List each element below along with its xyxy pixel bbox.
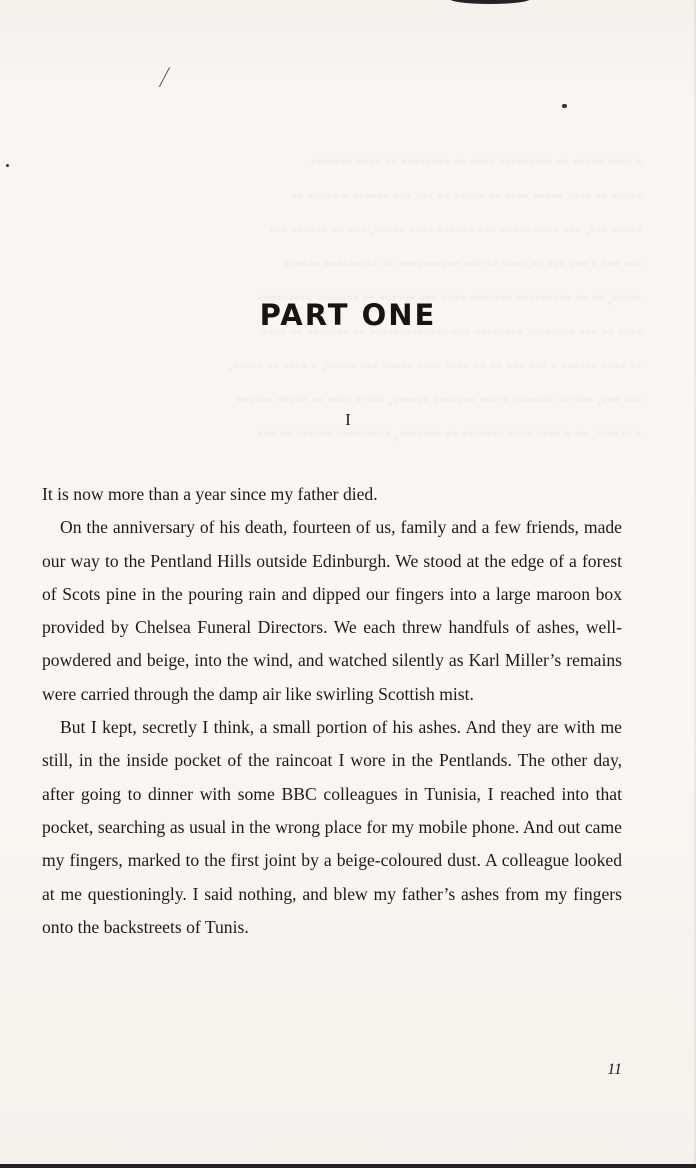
ink-speck xyxy=(562,104,567,108)
show-through-text: ◦ ◦◦◦◦ ◦◦◦◦◦ ◦◦ ◦◦◦◦◦◦◦◦◦ ◦◦◦◦ ◦◦ ◦◦◦◦◦◦◦◦ ◦◦ ◦◦◦◦ ◦◦◦◦◦◦◦ ◦◦◦◦◦ ◦◦ ◦◦◦◦ ◦◦◦◦◦ ◦◦◦◦ ◦◦ ◦◦◦◦◦ ◦◦ ◦◦◦ ◦◦◦ ◦◦◦◦◦◦ ◦ ◦◦◦◦◦ ◦◦ ◦◦◦◦◦ ◦◦◦, ◦◦◦ ◦◦◦◦ ◦◦◦◦◦ ◦◦◦ ◦◦◦◦◦◦ ◦◦◦◦ ◦◦◦◦◦, ◦◦◦ ◦◦ ◦◦◦◦◦◦ ◦◦◦ ◦◦◦ ◦◦◦ ◦ ◦◦◦ ◦◦◦ ◦◦ ◦◦◦◦ ◦◦ ◦◦◦ ◦◦◦◦◦◦◦◦◦◦ ◦◦ ◦◦◦◦◦◦◦◦◦ ◦◦◦◦◦◦ ◦◦◦◦◦, ◦◦ ◦◦ ◦◦◦◦◦◦◦◦◦ ◦◦◦◦◦◦◦ ◦◦◦◦ ◦◦◦ ◦◦◦◦◦◦ ◦◦ ◦◦◦◦◦◦◦ ◦◦◦◦◦◦◦◦◦ ◦◦◦◦ ◦◦ ◦◦◦ ◦◦◦◦◦◦◦◦ ◦◦◦◦◦◦◦◦ ◦◦◦ ◦◦◦◦◦◦◦◦◦◦◦◦◦ ◦◦ ◦◦◦◦◦◦◦ ◦◦ ◦◦◦◦ ◦◦ ◦◦◦◦ ◦◦◦◦◦◦ ◦ ◦◦◦ ◦◦◦ ◦◦ ◦◦ ◦◦◦◦ ◦◦◦◦ ◦◦◦◦◦ ◦◦◦ ◦◦◦◦◦. ◦ ◦◦◦◦ ◦◦ ◦◦◦◦◦, ◦◦◦ ◦◦◦, ◦◦◦ ◦◦ ◦◦◦◦◦◦◦ ◦ ◦◦◦ ◦◦◦◦◦◦◦ ◦◦◦◦◦◦. ◦◦◦ ◦ ◦◦◦◦ ◦◦ ◦◦◦◦◦ ◦◦◦◦◦◦ ◦ ◦◦◦◦◦◦. ◦◦ ◦ ◦◦◦◦ ◦◦◦◦ ◦◦◦◦◦◦◦ ◦◦ ◦◦◦◦◦◦◦, ◦◦◦◦◦◦◦◦◦ ◦◦◦◦◦◦ ◦◦ ◦◦◦ xyxy=(228,152,642,443)
chapter-number: I xyxy=(345,410,351,429)
ink-speck xyxy=(6,164,9,167)
paragraph: But I kept, secretly I think, a small portion of his ashes. And they are with me still, in the inside pocket of the raincoat I wore in the Pentlands. The other day, after going to dinner with some BBC colleagues in Tunisia, I reached into that pocket, searching as usual in the wrong place for my mobile phone. And out came my fingers, marked to the first joint by a beige-coloured dust. A colleague looked at me questioningly. I said nothing, and blew my father’s ashes from my fingers onto the backstreets of Tunis. xyxy=(42,717,622,937)
body-text xyxy=(42,478,622,944)
page-number: 11 xyxy=(607,1061,622,1078)
pencil-stroke xyxy=(159,67,170,87)
part-title: PART ONE xyxy=(259,298,437,332)
page-bottom-edge xyxy=(0,1164,696,1168)
paragraph: On the anniversary of his death, fourteen of us, family and a few friends, made our way to the Pentland Hills outside Edinburgh. We stood at the edge of a forest of Scots pine in the pouring rain and dipped our fingers into a large maroon box provided by Chelsea Funeral Directors. We each threw handfuls of ashes, well-powdered and beige, into the wind, and watched silently as Karl Miller’s remains were carried through the damp air like swirling Scottish mist. xyxy=(42,517,622,704)
page-top-shadow xyxy=(450,0,530,4)
paragraph: It is now more than a year since my father died. xyxy=(42,484,378,504)
